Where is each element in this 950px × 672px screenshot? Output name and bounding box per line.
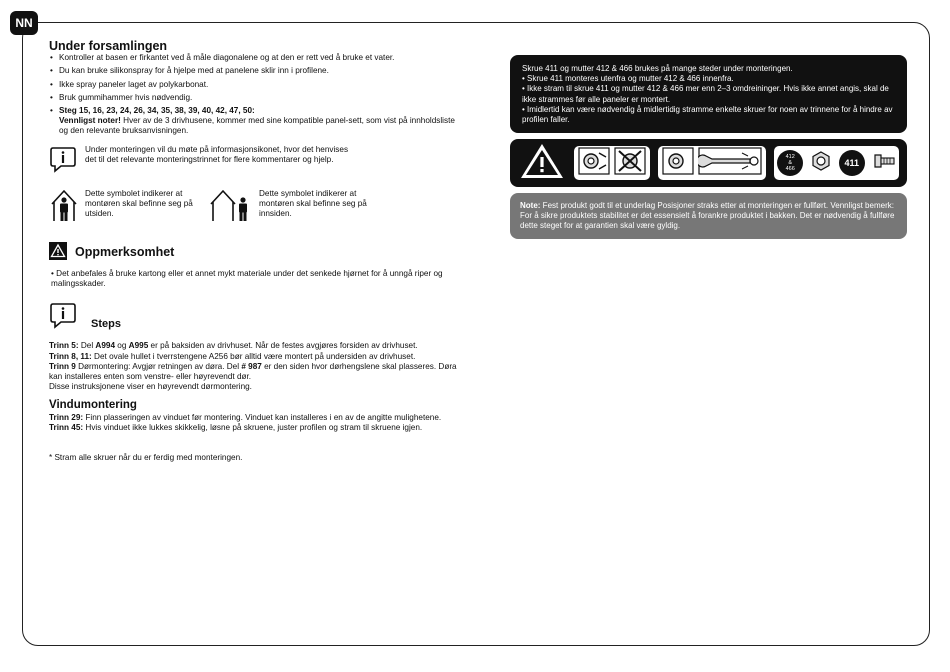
screw-bullet-text: Imidlertid kan være nødvendig å midlertidig stramme enkelte skruer for noen av trinnene for å hindre av profilen faller. <box>522 104 893 125</box>
info-icon <box>49 301 77 329</box>
list-item: • Ikke spray paneler laget av polykarbonat. <box>49 80 464 90</box>
step-label: Trinn 8, 11: <box>49 351 92 361</box>
window-heading: Vindumontering <box>49 399 137 412</box>
steps-header <box>49 301 464 329</box>
house-outside-icon <box>49 187 79 226</box>
part-number: A995 <box>128 341 149 351</box>
screw-part-badge: 411 <box>839 150 865 176</box>
window-list <box>49 413 464 433</box>
screw-icon <box>872 150 896 177</box>
outside-description: Dette symbolet indikerer at montøren skal befinne seg på utsiden. <box>85 188 193 219</box>
nut-part-number: 412 <box>785 154 795 161</box>
crossed-nut-icon <box>614 147 646 180</box>
list-item <box>49 106 464 137</box>
wrench-panel <box>658 146 766 180</box>
screw-bullet: • Ikke stram til skrue 411 og mutter 412 & 466 mer enn 2–3 omdreininger. Hvis ikke annet angis, skal de ikke strammes før alle paneler er montert. <box>522 84 889 104</box>
icon-bar <box>510 139 907 187</box>
step-item <box>49 341 464 351</box>
note-text: Fest produkt godt til et underlag Posisjoner straks etter at monteringen er fullført. Vennligst bemerk: For å sikre produktets stabilitet er det essensielt å forankre produktet i bakken. Det er nødvendig å fullføre dette steget for at garantien skal være gyldig. <box>520 201 895 231</box>
attention-body: Det anbefales å bruke kartong eller et annet mykt materiale under det senkede hjørnet for å unngå riper og malingsskader. <box>51 269 443 289</box>
warning-triangle-icon <box>518 141 566 186</box>
step-text: og <box>115 341 129 351</box>
assembly-bullets <box>49 53 464 136</box>
info-symbol-row <box>49 145 464 173</box>
step-label: Trinn 45: <box>49 422 84 432</box>
nut-bolt-icon <box>578 147 610 180</box>
screw-info-box <box>510 55 907 133</box>
info-icon <box>49 145 77 173</box>
inside-symbol-item <box>209 187 369 226</box>
nut-part-amp: & <box>788 160 793 167</box>
outside-symbol-item <box>49 187 209 226</box>
step-label: Trinn 5: <box>49 341 79 351</box>
steps-list <box>49 341 464 392</box>
nut-part-badge <box>777 150 803 176</box>
right-column <box>510 55 907 239</box>
wrench-icon <box>698 147 762 180</box>
step-item <box>49 423 464 433</box>
note-text: Hver av de 3 drivhusene, kommer med sine kompatible panel-sett, som vist på innholdsliste og den relevante bruksanvisningen. <box>59 116 455 136</box>
screw-bullet-text: Skrue 411 monteres utenfra og mutter 412 & 466 innenfra. <box>527 74 734 84</box>
info-description: Under monteringen vil du møte på informasjonsikonet, hvor det henvises det til det relevante monteringstrinnet for flere kommentarer og hjelp. <box>85 144 349 164</box>
step-text: er den siden hvor dørhengslene skal plasseres. Døra kan installeres enten som venstre- eller høyrevendt dør. <box>49 361 457 382</box>
note-label: Note: <box>520 201 541 211</box>
footnote: * Stram alle skruer når du er ferdig med monteringen. <box>49 453 243 463</box>
list-item: • Kontroller at basen er firkantet ved å måle diagonalene og at den er rett ved å bruke et vater. <box>49 53 464 63</box>
position-symbols <box>49 187 464 226</box>
attention-text <box>49 269 464 289</box>
screw-bullet: • Skrue 411 monteres utenfra og mutter 412 & 466 innenfra. <box>522 74 734 84</box>
part-number: A994 <box>95 341 115 351</box>
note-box <box>510 193 907 239</box>
steps-heading: Steps <box>91 318 121 331</box>
list-item: • Bruk gummihammer hvis nødvendig. <box>49 93 464 103</box>
step-text: Del <box>78 341 96 351</box>
step-item <box>49 352 464 362</box>
house-inside-icon <box>209 187 253 226</box>
step-text: Finn plasseringen av vinduet før montering. Vinduet kan installeres i en av de angitte mulighetene. <box>83 412 442 422</box>
bullet-glyph: • <box>51 269 57 279</box>
attention-header <box>49 242 464 263</box>
parts-panel <box>774 146 899 180</box>
language-badge: NN <box>10 11 38 35</box>
step-item <box>49 362 464 393</box>
assembly-heading: Under forsamlingen <box>49 39 168 53</box>
screw-bullet: • Imidlertid kan være nødvendig å midlertidig stramme enkelte skruer for noen av trinnene for å hindre av profilen faller. <box>522 104 893 125</box>
screw-intro: Skrue 411 og mutter 412 & 466 brukes på mange steder under monteringen. <box>522 64 793 73</box>
step-label: Trinn 29: <box>49 412 84 422</box>
note-label: Vennligst noter! <box>59 116 121 126</box>
step-text: Hvis vinduet ikke lukkes skikkelig, løsne på skruene, juster profilen og stram til skruene igjen. <box>83 422 423 432</box>
nut-bolt-icon <box>662 147 694 180</box>
nut-icon <box>810 150 832 177</box>
step-text: Dørmontering: Avgjør retningen av døra. Del <box>75 361 242 371</box>
step-text: Det ovale hullet i tverrstengene A256 bør alltid være montert på undersiden av drivhuset. <box>91 351 416 361</box>
steps-label: Steg 15, 16, 23, 24, 26, 34, 35, 38, 39, 40, 42, 47, 50: <box>59 106 255 116</box>
do-not-overtighten-panel <box>574 146 650 180</box>
warning-icon <box>49 242 67 263</box>
step-item <box>49 413 464 423</box>
inside-description: Dette symbolet indikerer at montøren skal befinne seg på innsiden. <box>259 188 367 219</box>
step-extra: Disse instruksjonene viser en høyrevendt dørmontering. <box>49 382 252 392</box>
step-text: er på baksiden av drivhuset. Når de festes avgjøres forsiden av drivhuset. <box>148 341 418 351</box>
nut-part-number: 466 <box>785 166 795 173</box>
part-number: # 987 <box>241 361 262 371</box>
attention-heading: Oppmerksomhet <box>75 245 175 260</box>
screw-bullet-text: Ikke stram til skrue 411 og mutter 412 & 466 mer enn 2–3 omdreininger. Hvis ikke annet angis, skal de ikke strammes før alle paneler er montert. <box>522 84 889 104</box>
left-column <box>49 41 464 463</box>
note-paragraph <box>520 201 897 231</box>
step-label: Trinn 9 <box>49 361 76 371</box>
list-item: • Du kan bruke silikonspray for å hjelpe med at panelene sklir inn i profilene. <box>49 66 464 76</box>
